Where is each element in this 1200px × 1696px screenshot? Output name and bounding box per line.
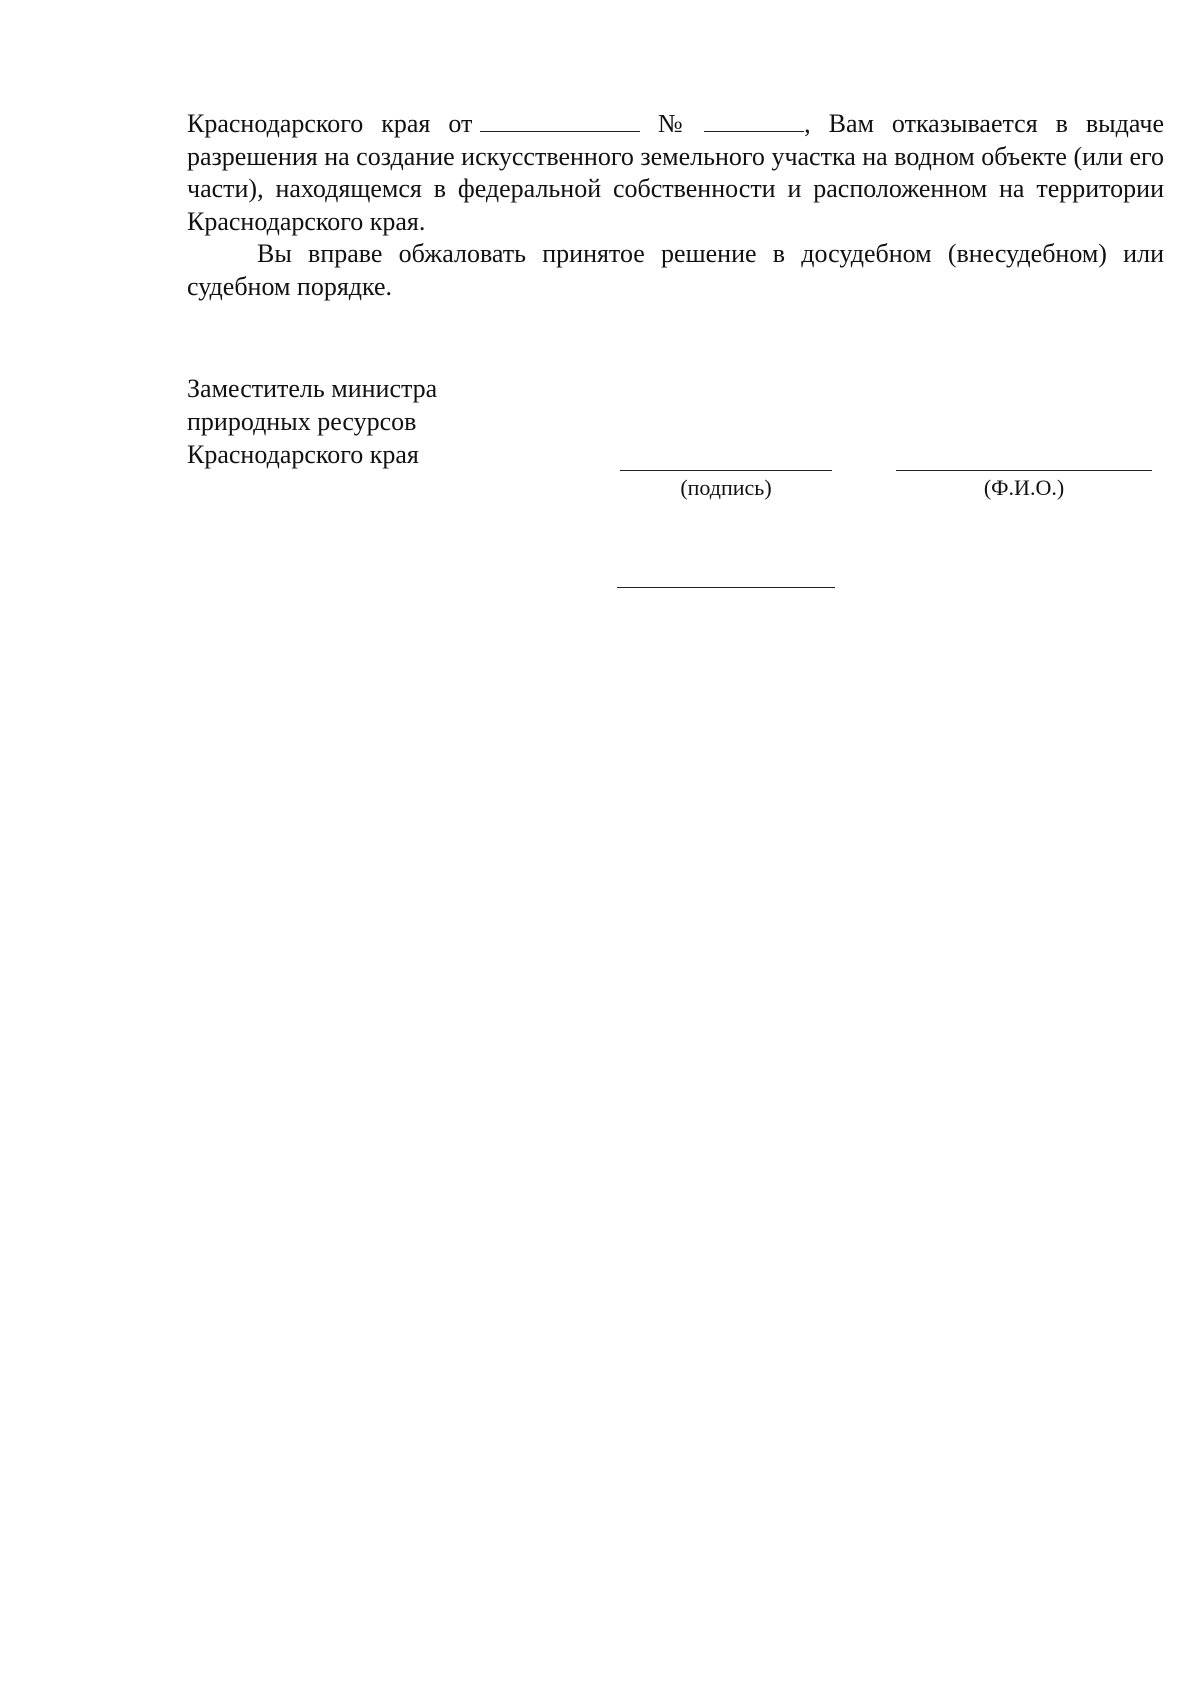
signatory-title-line-2: природных ресурсов <box>187 407 417 436</box>
full-name-caption: (Ф.И.О.) <box>983 475 1065 500</box>
full-name-line <box>896 470 1152 471</box>
date-blank-line <box>480 111 640 132</box>
signatory-title <box>187 372 437 471</box>
letter-body <box>187 108 1164 303</box>
signature-line <box>620 470 832 471</box>
refusal-paragraph <box>187 108 1164 238</box>
number-sign: № <box>646 109 695 138</box>
appeal-paragraph: Вы вправе обжаловать принятое решение в досудебном (внесудебном) или судебном порядке. <box>187 239 1164 301</box>
extra-blank-line <box>617 587 835 588</box>
signatory-title-line-1: Заместитель министра <box>187 374 438 403</box>
signatory-title-line-3: Краснодарского края <box>187 440 419 469</box>
number-blank-line <box>704 111 804 132</box>
refusal-main-text: , Вам отказывается в выдаче разрешения на создание искусственного земельного участка на водном объекте (или его части), находящемся в федеральной собственности и расположенном на территории Краснодарского края. <box>187 109 1164 236</box>
refusal-intro-text: Краснодарского края от <box>187 109 473 138</box>
signature-caption: (подпись) <box>680 475 772 500</box>
